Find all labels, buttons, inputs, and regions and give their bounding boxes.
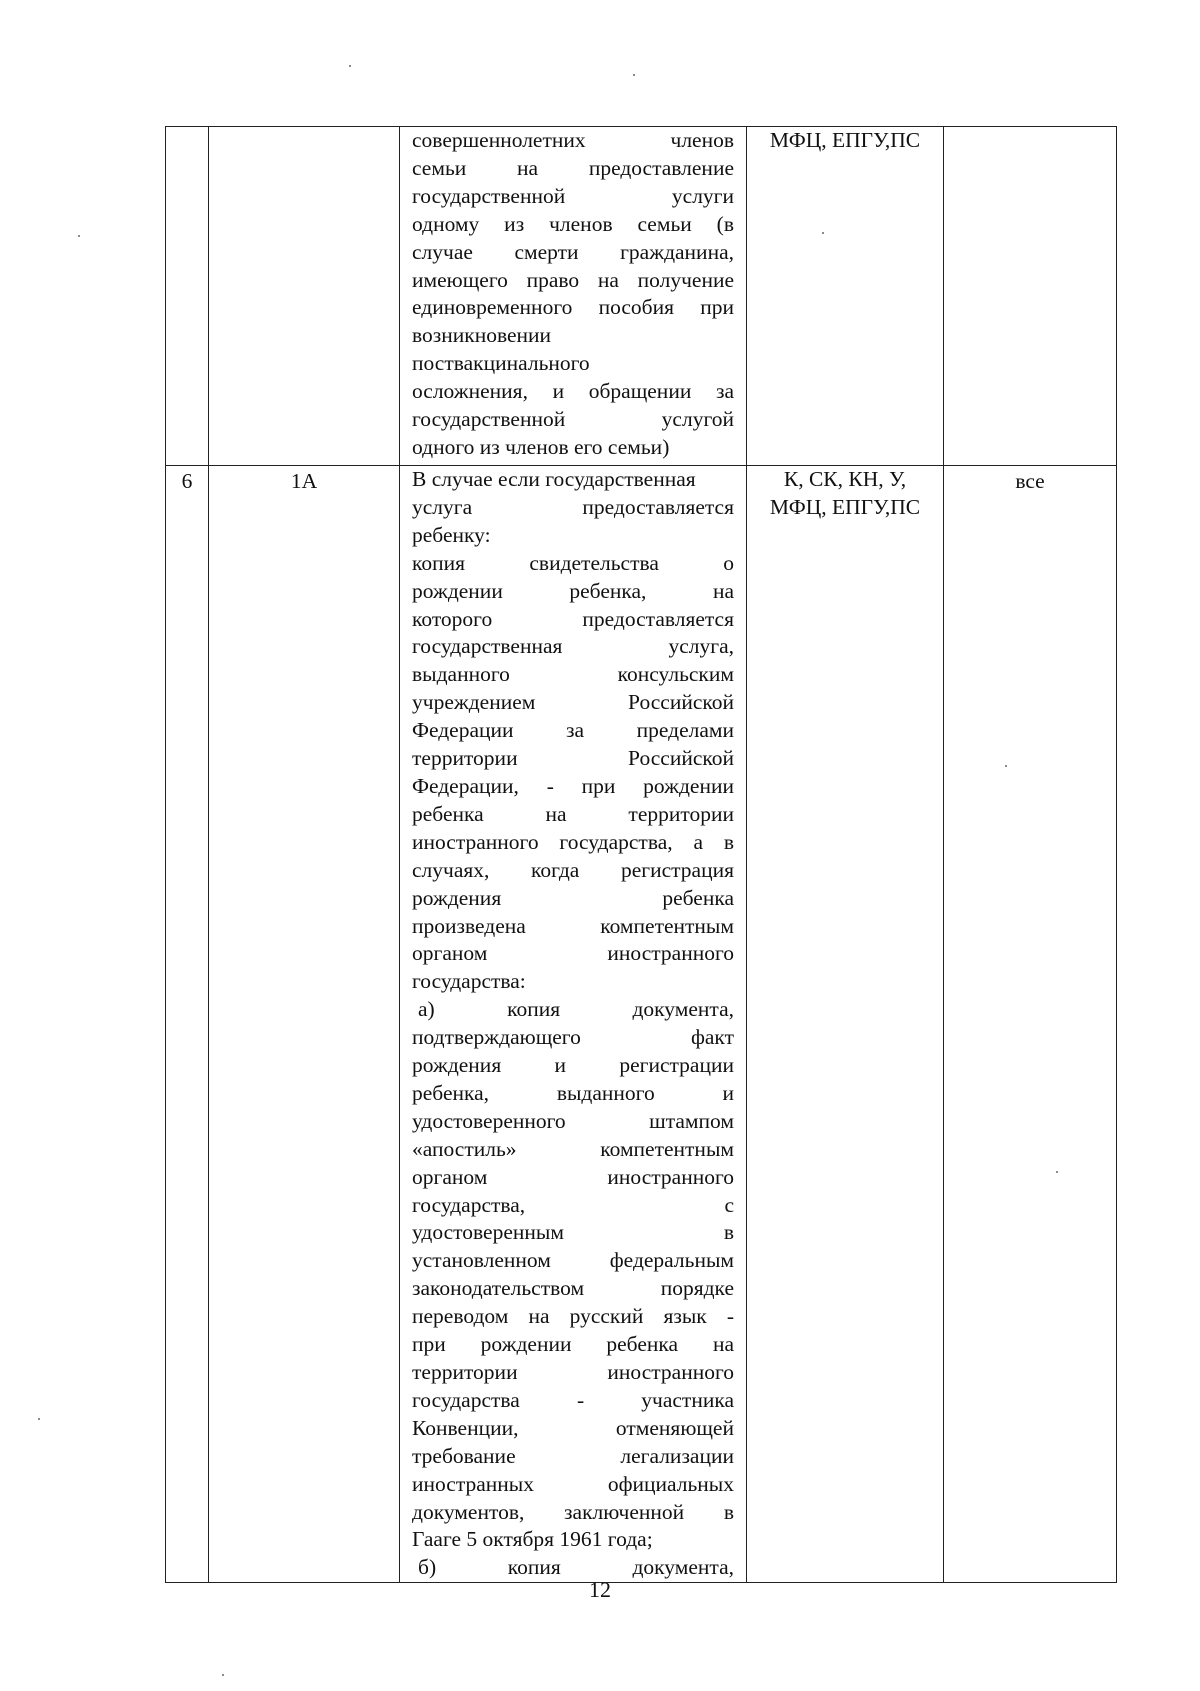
text-line: МФЦ, ЕПГУ,ПС [769,128,921,152]
text-line: законодательством порядке [412,1276,734,1301]
text-line: органом иностранного [412,1164,734,1189]
category-cell [944,127,1117,466]
text-line: ребенку: [412,522,491,547]
scan-speck [822,232,824,234]
text-line: МФЦ, ЕПГУ,ПС [769,494,921,519]
category-cell: все [944,466,1117,1583]
text-line: документов, заключенной в [412,1499,734,1524]
code-cell: 1А [209,466,400,1583]
text-line: произведена компетентным [412,913,734,938]
text-line: учреждением Российской [412,690,734,715]
text-line: иностранных официальных [412,1471,734,1496]
text-line: Гааге 5 октября 1961 года; [412,1527,653,1552]
text-line: при рождении ребенка на [412,1332,734,1357]
text-line: В случае если государственная [412,467,696,491]
submission-method-cell [747,127,944,466]
text-line: а) копия документа, [418,997,734,1022]
document-description-cell [400,466,747,1583]
scan-speck [1005,765,1007,767]
text-line: удостоверенным в [412,1220,734,1245]
row-number-cell: 6 [166,466,209,1583]
text-line: которого предоставляется [412,606,734,631]
text-line: государства - участника [412,1387,734,1412]
text-line: рождения и регистрации [412,1053,734,1078]
text-line: «апостиль» компетентным [412,1136,734,1161]
text-line: территории Российской [412,746,734,771]
scan-speck [38,1418,40,1420]
text-line: копия свидетельства о [412,550,734,575]
text-line: Федерации за пределами [412,718,734,743]
table-row [166,466,1117,1583]
text-line: государства: [412,969,526,994]
text-line: Федерации, - при рождении [412,773,734,798]
text-line: территории иностранного [412,1360,734,1384]
text-line: иностранного государства, а в [412,829,734,854]
text-line: ребенка, выданного и [412,1080,734,1105]
text-line: совершеннолетних членов [412,128,734,152]
text-line: рождения ребенка [412,885,734,910]
text-line: осложнения, и обращении за [412,379,734,404]
text-line: выданного консульским [412,662,734,687]
text-line: ребенка на территории [412,801,734,826]
scan-speck [78,235,80,237]
text-line: Конвенции, отменяющей [412,1415,734,1440]
scan-speck [1056,1171,1058,1173]
text-line: рождении ребенка, на [412,578,734,603]
text-line: семьи на предоставление [412,155,734,180]
scan-speck [222,1674,224,1676]
text-line: подтверждающего факт [412,1025,734,1050]
document-text [412,127,734,462]
scan-speck [633,74,635,76]
submission-method-text [747,466,943,522]
submission-method-cell [747,466,944,1583]
text-line: случае смерти гражданина, [412,239,734,264]
text-line: государственной услуги [412,183,734,208]
text-line: переводом на русский язык - [412,1304,734,1329]
text-line: поствакцинального [412,351,590,376]
page-number: 12 [589,1577,611,1602]
text-line: услуга предоставляется [412,494,734,519]
row-number-cell [166,127,209,466]
text-line: единовременного пособия при [412,295,734,320]
table-row [166,127,1117,466]
text-line: имеющего право на получение [412,267,734,292]
documents-table [165,126,1117,1583]
text-line: возникновении [412,323,552,348]
code-cell [209,127,400,466]
text-line: государства, с [412,1192,734,1217]
text-line: установленном федеральным [412,1248,734,1273]
document-description-cell [400,127,747,466]
text-line: случаях, когда регистрация [412,857,734,882]
text-line: удостоверенного штампом [412,1108,734,1133]
text-line: государственной услугой [412,407,734,432]
scan-speck [349,65,351,67]
submission-method-text [747,127,943,155]
text-line: государственная услуга, [412,634,734,659]
text-line: органом иностранного [412,941,734,966]
text-line: б) копия документа, [418,1555,734,1580]
document-text [412,466,734,1582]
text-line: одному из членов семьи (в [412,211,734,236]
text-line: одного из членов его семьи) [412,434,670,459]
text-line: требование легализации [412,1443,734,1468]
text-line: К, СК, КН, У, [783,467,907,491]
